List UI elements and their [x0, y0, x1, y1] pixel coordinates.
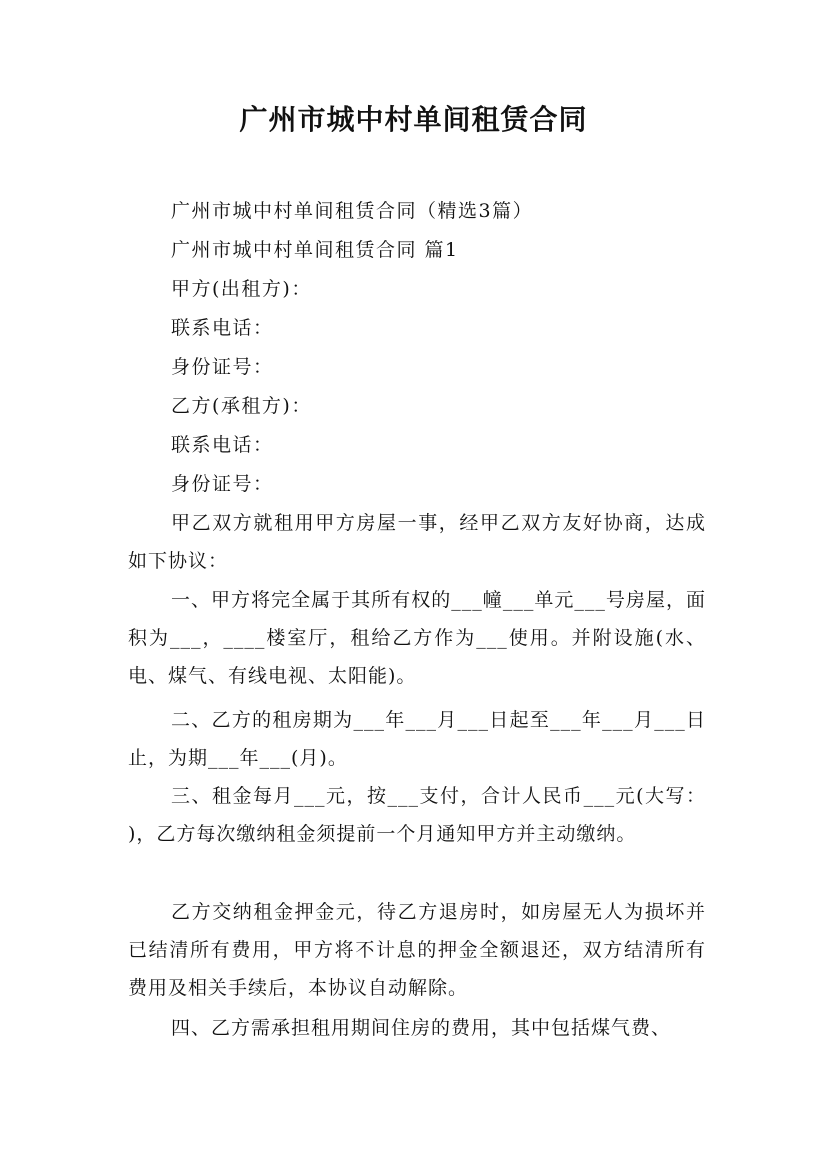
paragraph-clause-2: 二、乙方的租房期为___年___月___日起至___年___月___日止，为期___年___(月)。 — [128, 709, 706, 769]
paragraph-clause-4: 四、乙方需承担租用期间住房的费用，其中包括煤气费、 — [171, 1017, 672, 1039]
party-b-label: 乙方(承租方)： — [171, 395, 312, 417]
party-b-id-label: 身份证号： — [171, 473, 274, 495]
party-a-phone-label: 联系电话： — [171, 317, 274, 339]
party-a-label: 甲方(出租方)： — [171, 278, 312, 300]
section-heading: 广州市城中村单间租赁合同 篇1 — [171, 239, 459, 261]
party-b-phone-label: 联系电话： — [171, 434, 274, 456]
paragraph-intro: 甲乙双方就租用甲方房屋一事，经甲乙双方友好协商，达成如下协议： — [128, 512, 706, 572]
paragraph-clause-3: 三、租金每月___元，按___支付，合计人民币___元(大写： )，乙方每次缴纳租金须提前一个月通知甲方并主动缴纳。 — [128, 785, 706, 845]
party-a-id-label: 身份证号： — [171, 356, 274, 378]
subtitle-line: 广州市城中村单间租赁合同（精选3篇） — [171, 200, 534, 222]
document-title: 广州市城中村单间租赁合同 — [239, 103, 588, 136]
paragraph-clause-1: 一、甲方将完全属于其所有权的___幢___单元___号房屋，面积为___，____楼室厅，租给乙方作为___使用。并附设施(水、电、煤气、有线电视、太阳能)。 — [128, 589, 706, 687]
paragraph-deposit: 乙方交纳租金押金元，待乙方退房时，如房屋无人为损坏并已结清所有费用，甲方将不计息的押金全额退还，双方结清所有费用及相关手续后，本协议自动解除。 — [128, 901, 706, 999]
